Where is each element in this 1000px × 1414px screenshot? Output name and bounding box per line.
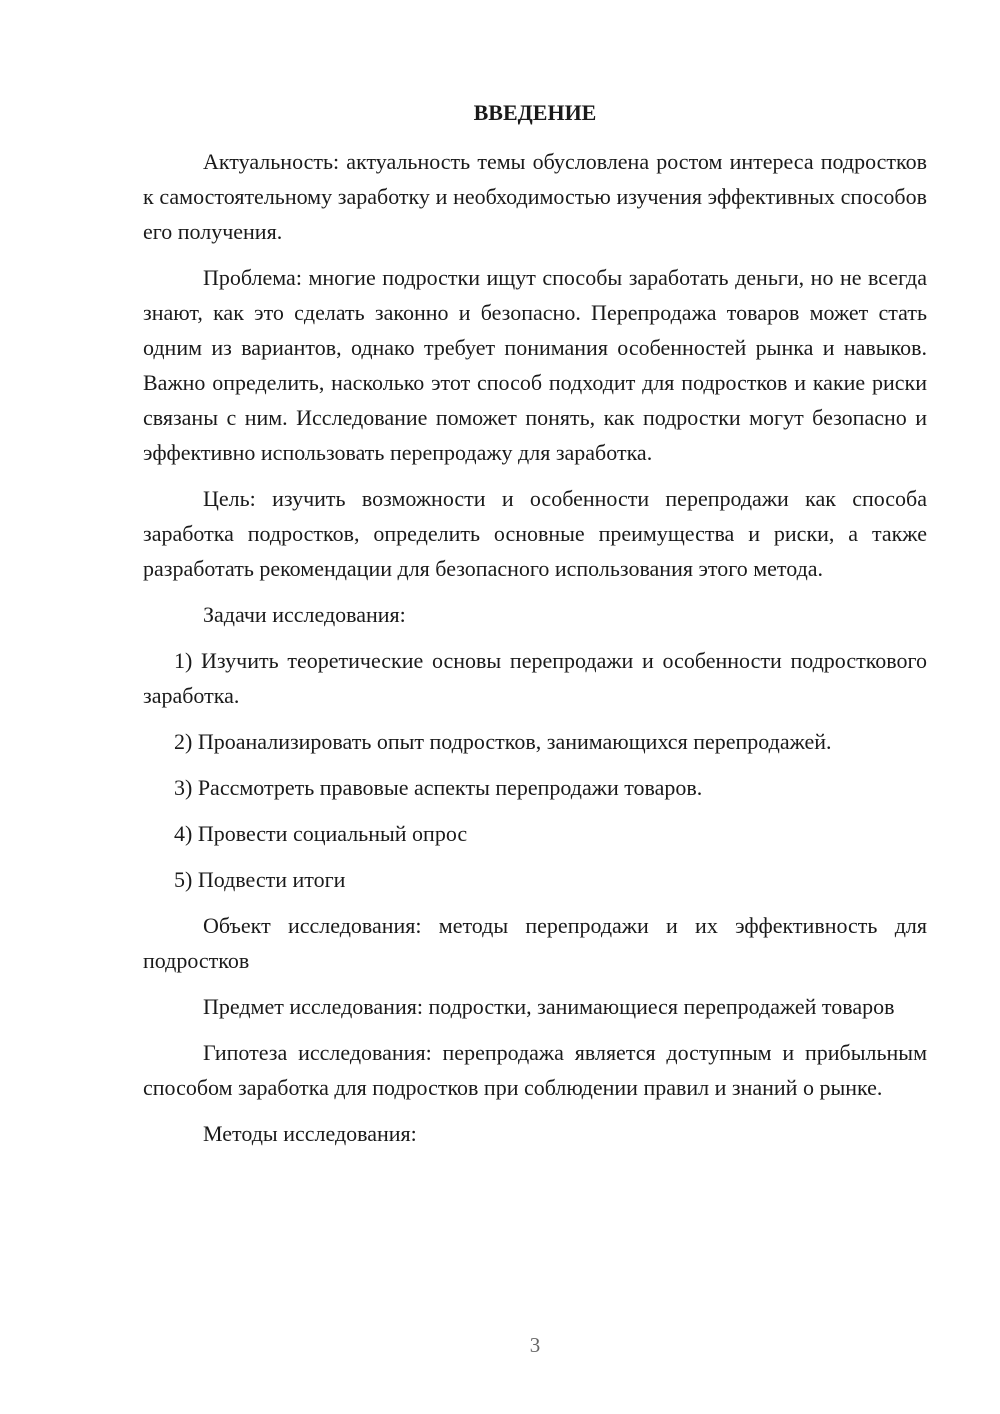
paragraph-relevance: Актуальность: актуальность темы обусловлена ростом интереса подростков к самостоятельному заработку и необходимостью изучения эффективных способов его получения. (143, 149, 927, 244)
page-content (143, 95, 927, 1162)
task-item-1: 1) Изучить теоретические основы перепродажи и особенности подросткового заработка. (143, 648, 927, 708)
paragraph-goal: Цель: изучить возможности и особенности перепродажи как способа заработка подростков, определить основные преимущества и риски, а также разработать рекомендации для безопасного использования этого метода. (143, 486, 927, 581)
paragraph-subject: Предмет исследования: подростки, занимающиеся перепродажей товаров (203, 994, 895, 1019)
paragraph-problem: Проблема: многие подростки ищут способы заработать деньги, но не всегда знают, как это сделать законно и безопасно. Перепродажа товаров может стать одним из вариантов, однако требует понимания особенностей рынка и навыков. Важно определить, насколько этот способ подходит для подростков и какие риски связаны с ним. Исследование поможет понять, как подростки могут безопасно и эффективно использовать перепродажу для заработка. (143, 265, 927, 465)
page-number: 3 (529, 1333, 541, 1357)
paragraph-object: Объект исследования: методы перепродажи и их эффективность для подростков (143, 913, 927, 973)
task-item-3: 3) Рассмотреть правовые аспекты перепродажи товаров. (174, 775, 703, 800)
task-item-4: 4) Провести социальный опрос (174, 821, 468, 846)
paragraph-hypothesis: Гипотеза исследования: перепродажа является доступным и прибыльным способом заработка для подростков при соблюдении правил и знаний о рынке. (143, 1040, 927, 1100)
tasks-heading: Задачи исследования: (203, 602, 406, 627)
methods-heading: Методы исследования: (203, 1121, 417, 1146)
task-item-2: 2) Проанализировать опыт подростков, занимающихся перепродажей. (174, 729, 832, 754)
page-title: ВВЕДЕНИЕ (473, 100, 597, 125)
task-item-5: 5) Подвести итоги (174, 867, 346, 892)
